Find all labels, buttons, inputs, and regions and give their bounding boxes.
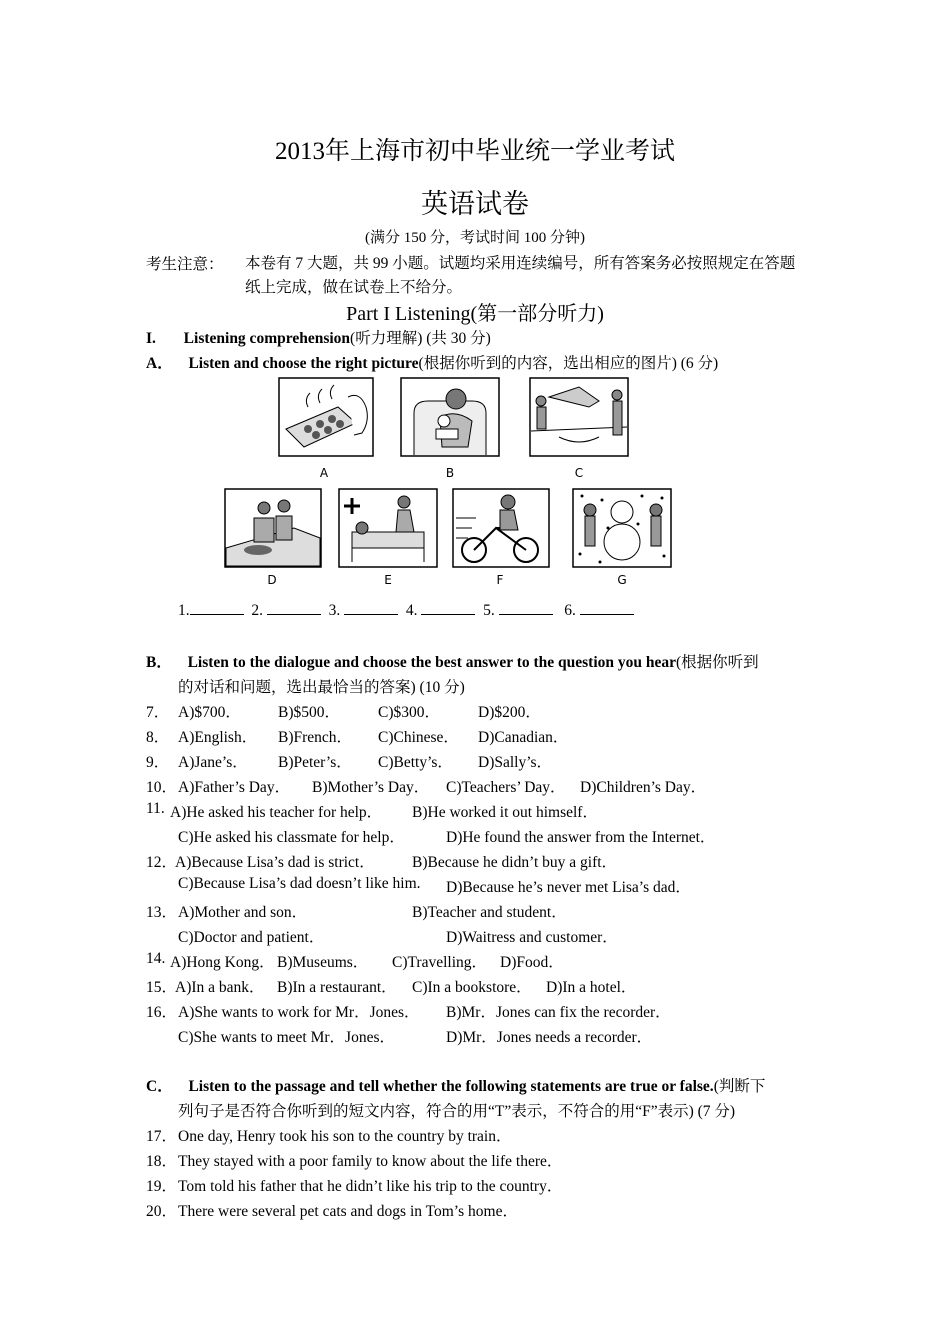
option-a: A)Father’s Day． (178, 779, 291, 796)
statement-text: There were several pet cats and dogs in Tom’s home． (178, 1203, 518, 1220)
question-number: 7． (146, 704, 170, 721)
section-c-heading (146, 1074, 765, 1096)
picture-label-g: G (617, 573, 627, 587)
option-d: D)He found the answer from the Internet． (446, 829, 716, 846)
picture-label-c: C (574, 466, 584, 480)
picture-label-d: D (267, 573, 277, 587)
section-number: A． (146, 355, 173, 372)
picture-e (338, 488, 438, 568)
option-c: C)Chinese． (378, 729, 459, 746)
option-a: A)Hong Kong． (170, 954, 275, 971)
option-b: B)In a restaurant． (277, 979, 397, 996)
picture-d (224, 488, 322, 568)
option-b: B)Peter’s． (278, 754, 352, 771)
question-number: 12． (146, 854, 178, 871)
option-d: D)Canadian． (478, 729, 569, 746)
option-c: C)He asked his classmate for help． (178, 829, 405, 846)
blank-number: 3. (328, 602, 341, 619)
section-title-en: Listen to the dialogue and choose the best answer to the question you hear (187, 654, 677, 671)
answer-blank[interactable] (190, 601, 244, 615)
answer-blank[interactable] (421, 601, 475, 615)
option-a: A)Jane’s． (178, 754, 248, 771)
statement-text: One day, Henry took his son to the country by train． (178, 1128, 512, 1145)
blank-number: 4. (405, 602, 418, 619)
option-d: D)Sally’s． (478, 754, 553, 771)
question-number: 17． (146, 1128, 178, 1145)
question-number: 18． (146, 1153, 178, 1170)
option-b: B)Mother’s Day． (312, 779, 430, 796)
option-a: A)Mother and son． (178, 904, 308, 921)
option-b: B)French． (278, 729, 353, 746)
picture-g (572, 488, 672, 568)
picture-e-image (338, 488, 438, 568)
section-title-en: Listen to the passage and tell whether the following statements are true or false. (188, 1078, 714, 1095)
option-d: D)Because he’s never met Lisa’s dad． (446, 879, 691, 896)
picture-g-image (572, 488, 672, 568)
part-title: Part I Listening(第一部分听力) (346, 303, 604, 325)
option-b: B)$500． (278, 704, 341, 721)
question-number: 14. (146, 950, 166, 967)
score-time-note: (满分 150 分，考试时间 100 分钟) (365, 230, 585, 246)
answer-blanks-row (178, 601, 634, 620)
section-title-en: Listen and choose the right picture (188, 355, 419, 372)
section-number: C． (146, 1078, 173, 1095)
answer-blank[interactable] (580, 601, 634, 615)
option-d: D)Mr．Jones needs a recorder． (446, 1029, 653, 1046)
statement-text: They stayed with a poor family to know about the life there． (178, 1153, 563, 1170)
exam-subject: 英语试卷 (421, 189, 529, 219)
option-b: B)He worked it out himself． (412, 804, 598, 821)
section-title-cn: (根据你听到的内容，选出相应的图片) (6 分) (418, 355, 719, 372)
section-c-heading-cont: 列句子是否符合你听到的短文内容，符合的用“T”表示，不符合的用“F”表示) (7 分) (178, 1103, 736, 1120)
notice-text: 本卷有 7 大题，共 99 小题。试题均采用连续编号，所有答案务必按照规定在答题纸上完成，做在试卷上不给分。 (245, 255, 796, 296)
picture-b-image (400, 377, 500, 457)
option-a: A)She wants to work for Mr．Jones． (178, 1004, 420, 1021)
blank-number: 2. (251, 602, 263, 619)
option-b: B)Because he didn’t buy a gift． (412, 854, 618, 871)
answer-blank[interactable] (344, 601, 398, 615)
section-title-cn: (根据你听到 (676, 654, 759, 671)
option-c: C)$300． (378, 704, 441, 721)
blank-number: 5. (483, 602, 495, 619)
question-number: 15． (146, 979, 178, 996)
question-number: 11. (146, 800, 165, 817)
section-number: B． (146, 654, 172, 671)
option-d: D)Waitress and customer． (446, 929, 618, 946)
picture-c (529, 377, 629, 457)
picture-f-image (452, 488, 550, 568)
question-number: 19． (146, 1178, 178, 1195)
question-number: 10． (146, 779, 178, 796)
section-title-cn: (判断下 (713, 1078, 766, 1095)
picture-a (278, 377, 374, 457)
blank-number: 6. (564, 602, 576, 619)
option-c: C)Betty’s． (378, 754, 453, 771)
picture-label-b: B (445, 466, 455, 480)
picture-label-a: A (319, 466, 329, 480)
section-title-cn: (听力理解) (共 30 分) (350, 330, 491, 347)
question-number: 13． (146, 904, 178, 921)
option-a: A)He asked his teacher for help． (170, 804, 383, 821)
option-c: C)Teachers’ Day． (446, 779, 566, 796)
picture-d-image (224, 488, 322, 568)
option-a: A)In a bank． (175, 979, 265, 996)
option-a: A)Because Lisa’s dad is strict． (175, 854, 375, 871)
option-b: B)Teacher and student． (412, 904, 567, 921)
picture-a-image (278, 377, 374, 457)
option-b: B)Mr．Jones can fix the recorder． (446, 1004, 671, 1021)
option-c: C)Travelling． (392, 954, 488, 971)
question-number: 8． (146, 729, 170, 746)
picture-label-e: E (384, 573, 392, 587)
option-d: D)Food． (500, 954, 564, 971)
section-number: I. (146, 330, 156, 347)
answer-blank[interactable] (499, 601, 553, 615)
option-d: D)In a hotel． (546, 979, 637, 996)
picture-c-image (529, 377, 629, 457)
section-a-heading (146, 351, 718, 373)
notice-label: 考生注意： (146, 256, 224, 273)
question-number: 9． (146, 754, 170, 771)
option-d: D)$200． (478, 704, 541, 721)
statement-text: Tom told his father that he didn’t like his trip to the country． (178, 1178, 563, 1195)
option-a: A)English． (178, 729, 258, 746)
section-i-heading (146, 326, 491, 348)
picture-b (400, 377, 500, 457)
option-c: C)Because Lisa’s dad doesn’t like him. (178, 875, 421, 892)
section-b-heading-cont: 的对话和问题，选出最恰当的答案) (10 分) (178, 679, 465, 696)
question-number: 16． (146, 1004, 178, 1021)
option-c: C)She wants to meet Mr．Jones． (178, 1029, 395, 1046)
option-c: C)Doctor and patient． (178, 929, 325, 946)
option-d: D)Children’s Day． (580, 779, 707, 796)
section-b-heading (146, 650, 759, 672)
picture-label-f: F (496, 573, 504, 587)
section-title-en: Listening comprehension (183, 330, 351, 347)
option-a: A)$700． (178, 704, 241, 721)
blank-number: 1. (178, 602, 190, 619)
exam-title: 2013年上海市初中毕业统一学业考试 (274, 138, 675, 165)
option-b: B)Museums． (277, 954, 369, 971)
question-number: 20． (146, 1203, 178, 1220)
picture-f (452, 488, 550, 568)
option-c: C)In a bookstore． (412, 979, 532, 996)
answer-blank[interactable] (267, 601, 321, 615)
